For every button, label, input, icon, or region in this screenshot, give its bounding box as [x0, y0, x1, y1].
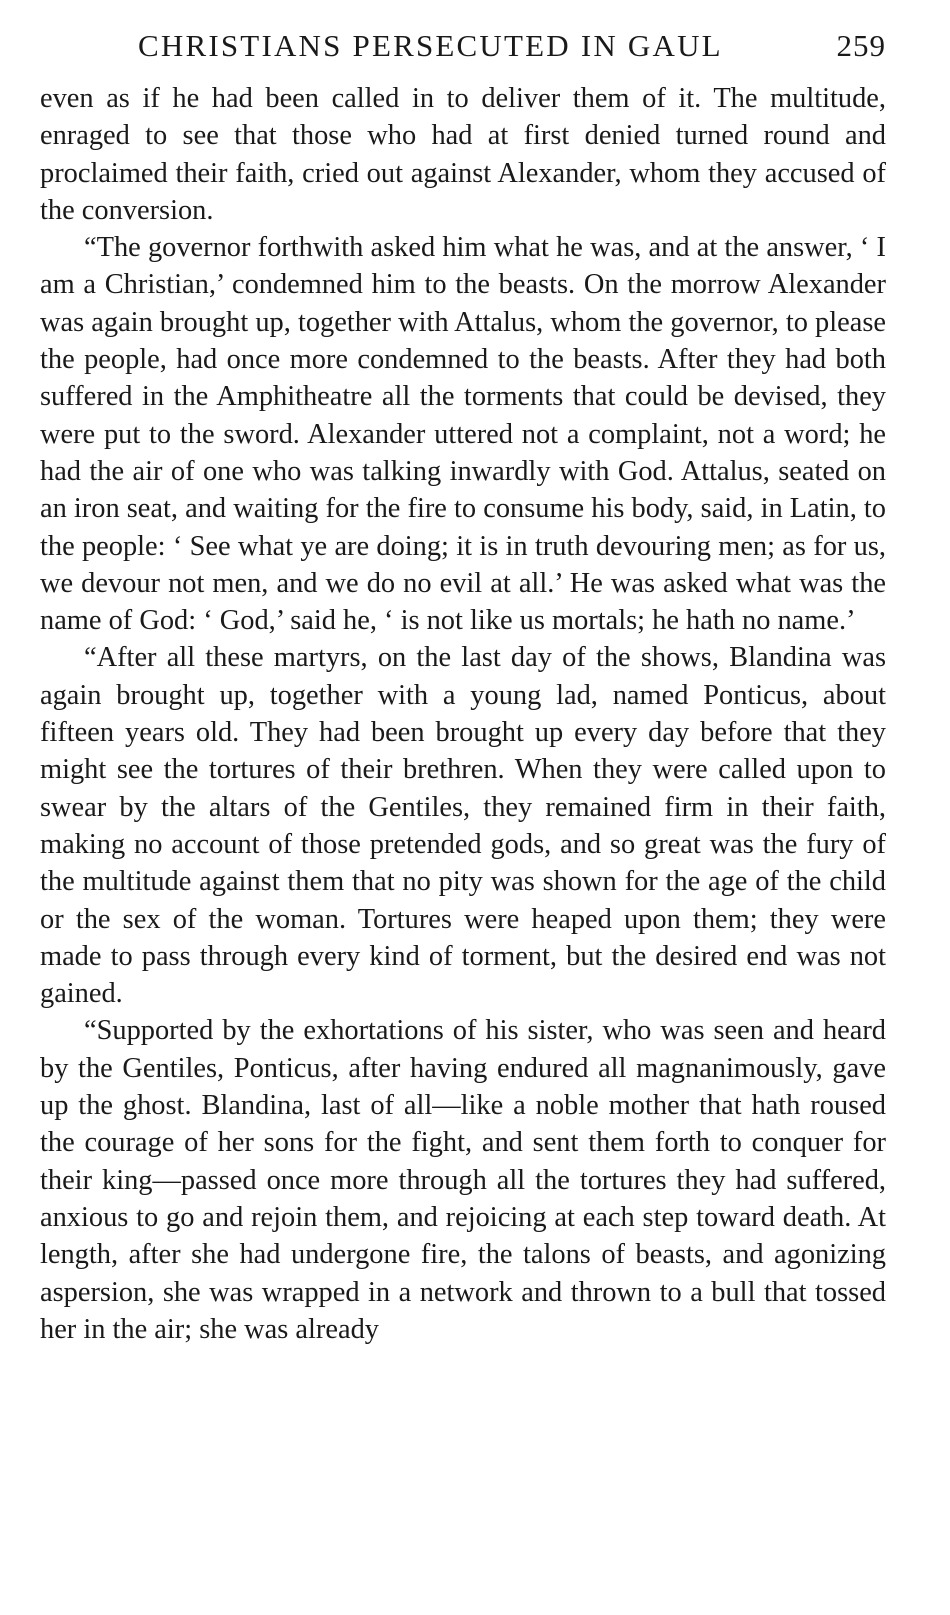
running-header	[40, 22, 886, 80]
page-number: 259	[836, 28, 886, 63]
running-title: CHRISTIANS PERSECUTED IN GAUL	[138, 28, 723, 63]
paragraph-continuation: even as if he had been called in to deliver them of it. The multitude, enraged to see that those who had at first denied turned round and proclaimed their faith, cried out against Alexander, whom they accused of the conversion.	[40, 83, 886, 226]
book-page	[40, 22, 886, 1348]
paragraph-blandina-ponticus: “After all these martyrs, on the last day of the shows, Blandina was again brought up, together with a young lad, named Ponticus, about fifteen years old. They had been brought up every day before that they might see the tortures of their brethren. When they were called upon to swear by the altars of the Gentiles, they remained firm in their faith, making no account of those pretended gods, and so great was the fury of the multitude against them that no pity was shown for the age of the child or the sex of the woman. Tortures were heaped upon them; they were made to pass through every kind of torment, but the desired end was not gained.	[40, 642, 886, 1010]
paragraph-ponticus-death: “Supported by the exhortations of his sister, who was seen and heard by the Gentiles, Ponticus, after having endured all magnanimously, gave up the ghost. Blandina, last of all—like a noble mother that hath roused the courage of her sons for the fight, and sent them forth to conquer for their king—passed once more through all the tortures they had suffered, anxious to go and rejoin them, and rejoicing at each step toward death. At length, after she had undergone fire, the talons of beasts, and agonizing aspersion, she was wrapped in a network and thrown to a bull that tossed her in the air; she was already	[40, 1015, 886, 1345]
body-text	[40, 80, 886, 1348]
paragraph-alexander-attalus: “The governor forthwith asked him what he was, and at the answer, ‘ I am a Christian,’ condemned him to the beasts. On the morrow Alexander was again brought up, together with Attalus, whom the governor, to please the people, had once more condemned to the beasts. After they had both suffered in the Amphitheatre all the torments that could be devised, they were put to the sword. Alexander uttered not a complaint, not a word; he had the air of one who was talking inwardly with God. Attalus, seated on an iron seat, and waiting for the fire to consume his body, said, in Latin, to the people: ‘ See what ye are doing; it is in truth devouring men; as for us, we devour not men, and we do no evil at all.’ He was asked what was the name of God: ‘ God,’ said he, ‘ is not like us mortals; he hath no name.’	[40, 232, 886, 637]
